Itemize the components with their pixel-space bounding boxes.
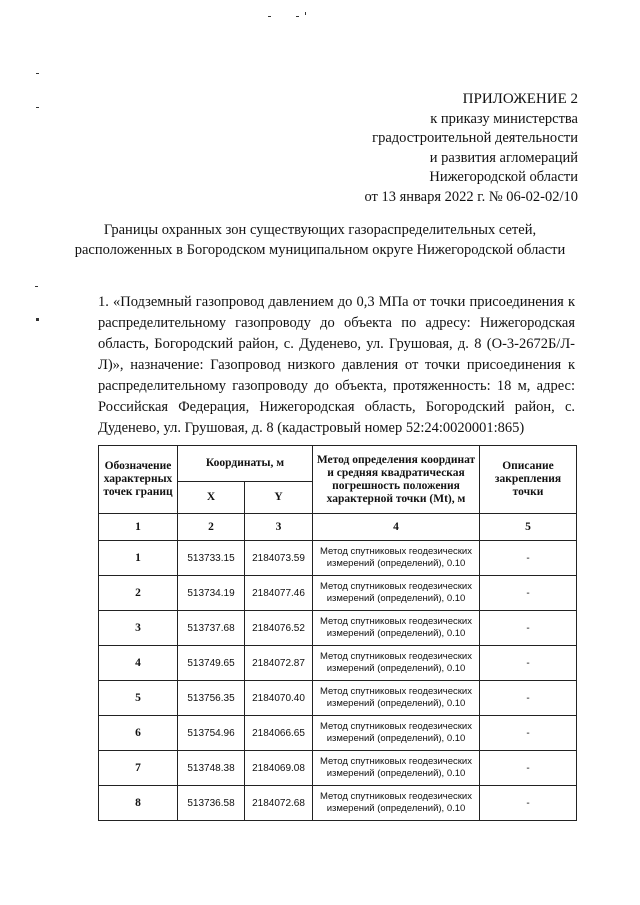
cell-point: 8 bbox=[99, 786, 178, 821]
scan-speck bbox=[36, 73, 39, 74]
cell-method: Метод спутниковых геодезических измерений (определений), 0.10 bbox=[313, 681, 480, 716]
scan-speck bbox=[268, 16, 271, 17]
coordinates-table bbox=[98, 445, 577, 821]
appendix-line: от 13 января 2022 г. № 06-02-02/10 bbox=[364, 188, 578, 205]
cell-y: 2184066.65 bbox=[245, 716, 313, 751]
column-number: 3 bbox=[245, 514, 313, 541]
cell-method: Метод спутниковых геодезических измерений (определений), 0.10 bbox=[313, 646, 480, 681]
cell-desc: - bbox=[480, 611, 577, 646]
cell-method: Метод спутниковых геодезических измерений (определений), 0.10 bbox=[313, 751, 480, 786]
table-row bbox=[99, 751, 577, 786]
cell-desc: - bbox=[480, 646, 577, 681]
table-row bbox=[99, 576, 577, 611]
header-points: Обозначение характерных точек границ bbox=[99, 446, 178, 514]
cell-point: 7 bbox=[99, 751, 178, 786]
column-numbers-row bbox=[99, 514, 577, 541]
cell-point: 1 bbox=[99, 541, 178, 576]
header-description: Описание закрепления точки bbox=[480, 446, 577, 514]
table-row bbox=[99, 716, 577, 751]
cell-x: 513733.15 bbox=[178, 541, 245, 576]
header-coords: Координаты, м bbox=[178, 446, 313, 482]
table-row bbox=[99, 786, 577, 821]
cell-point: 6 bbox=[99, 716, 178, 751]
cell-y: 2184076.52 bbox=[245, 611, 313, 646]
cell-x: 513736.58 bbox=[178, 786, 245, 821]
cell-method: Метод спутниковых геодезических измерений (определений), 0.10 bbox=[313, 576, 480, 611]
appendix-line: Нижегородской области bbox=[429, 169, 578, 185]
cell-method: Метод спутниковых геодезических измерений (определений), 0.10 bbox=[313, 716, 480, 751]
item-description: 1. «Подземный газопровод давлением до 0,3 МПа от точки присоединения к распределительному газопроводу до объекта по адресу: Нижегородская область, Богородский район, с. Дуденево, ул. Грушовая, д. 8 (О-3-2672Б/Л-Л)», назначение: Газопровод низкого давления от точки присоединения к распределительному газопроводу до объекта, протяженность: 18 м, адрес: Российская Федерация, Нижегородская область, Богородский район, с. Дуденево, ул. Грушовая, д. 8 (кадастровый номер 52:24:0020001:865) bbox=[98, 294, 575, 436]
table-row bbox=[99, 611, 577, 646]
header-method: Метод определения координат и средняя квадратическая погрешность положения характерной точки (Mt), м bbox=[313, 446, 480, 514]
scan-speck bbox=[36, 107, 39, 108]
header-y: Y bbox=[245, 482, 313, 514]
appendix-line: к приказу министерства bbox=[430, 110, 578, 127]
cell-y: 2184070.40 bbox=[245, 681, 313, 716]
cell-desc: - bbox=[480, 541, 577, 576]
cell-x: 513748.38 bbox=[178, 751, 245, 786]
column-number: 5 bbox=[480, 514, 577, 541]
cell-y: 2184072.68 bbox=[245, 786, 313, 821]
cell-point: 2 bbox=[99, 576, 178, 611]
cell-x: 513754.96 bbox=[178, 716, 245, 751]
column-number: 4 bbox=[313, 514, 480, 541]
cell-x: 513756.35 bbox=[178, 681, 245, 716]
cell-x: 513749.65 bbox=[178, 646, 245, 681]
table-row bbox=[99, 681, 577, 716]
cell-point: 3 bbox=[99, 611, 178, 646]
scan-speck bbox=[35, 286, 38, 287]
appendix-line: градостроительной деятельности bbox=[372, 130, 578, 146]
table-row bbox=[99, 646, 577, 681]
header-x: X bbox=[178, 482, 245, 514]
cell-x: 513734.19 bbox=[178, 576, 245, 611]
appendix-line: и развития агломераций bbox=[429, 149, 578, 166]
cell-y: 2184069.08 bbox=[245, 751, 313, 786]
cell-method: Метод спутниковых геодезических измерений (определений), 0.10 bbox=[313, 611, 480, 646]
scan-speck bbox=[305, 12, 306, 15]
column-number: 1 bbox=[99, 514, 178, 541]
scan-speck bbox=[36, 318, 39, 321]
appendix-heading: ПРИЛОЖЕНИЕ 2 bbox=[462, 91, 578, 107]
cell-desc: - bbox=[480, 716, 577, 751]
document-title: Границы охранных зон существующих газораспределительных сетей, расположенных в Богородском муниципальном округе Нижегородской области bbox=[74, 222, 566, 258]
cell-method: Метод спутниковых геодезических измерений (определений), 0.10 bbox=[313, 786, 480, 821]
table-row bbox=[99, 541, 577, 576]
cell-desc: - bbox=[480, 576, 577, 611]
scan-speck bbox=[296, 16, 299, 17]
appendix-header bbox=[364, 90, 578, 207]
cell-point: 5 bbox=[99, 681, 178, 716]
cell-desc: - bbox=[480, 751, 577, 786]
cell-y: 2184072.87 bbox=[245, 646, 313, 681]
column-number: 2 bbox=[178, 514, 245, 541]
cell-desc: - bbox=[480, 681, 577, 716]
cell-x: 513737.68 bbox=[178, 611, 245, 646]
cell-desc: - bbox=[480, 786, 577, 821]
cell-y: 2184073.59 bbox=[245, 541, 313, 576]
cell-method: Метод спутниковых геодезических измерений (определений), 0.10 bbox=[313, 541, 480, 576]
cell-y: 2184077.46 bbox=[245, 576, 313, 611]
cell-point: 4 bbox=[99, 646, 178, 681]
